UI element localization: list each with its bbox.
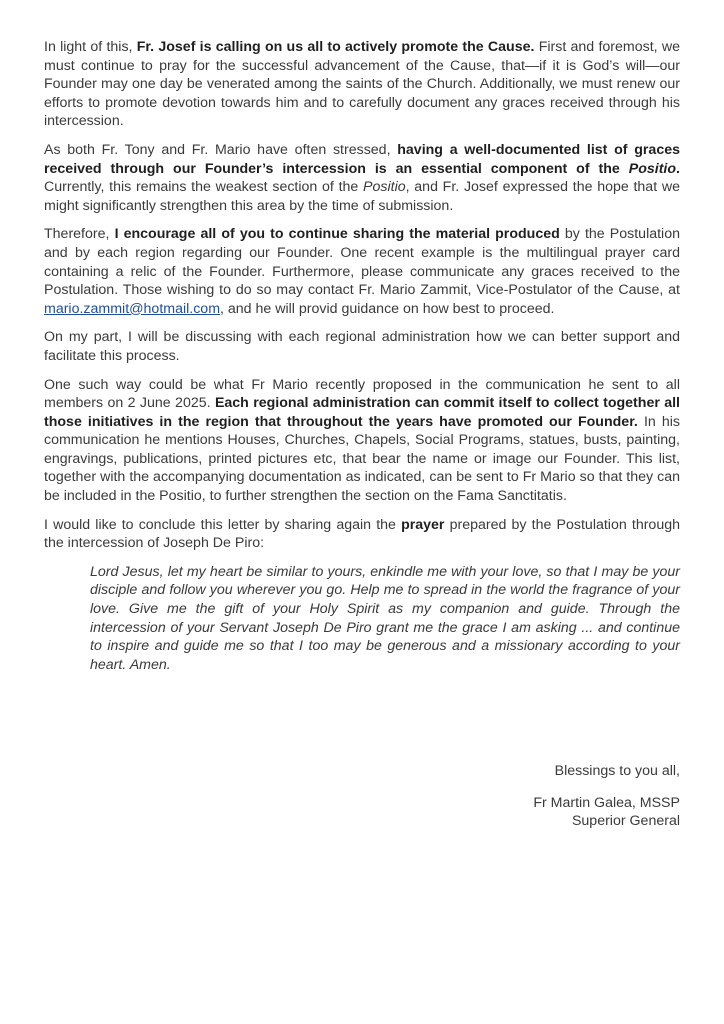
text-segment: , and he will provid guidance on how best to proceed. [220,300,555,317]
text-segment: , and Fr. Josef expressed the hope that we might significantly strengthen this area by the time of submission. [44,179,681,214]
signatory-name: Fr Martin Galea, MSSP [533,794,680,811]
letter-body [44,38,680,674]
paragraph-list [44,38,680,553]
letter-closing [533,762,680,831]
body-paragraph [44,141,680,215]
body-paragraph [44,225,680,318]
bold-text: I encourage all of you to continue sharing the material produced [114,226,560,243]
bold-text: . [676,160,680,177]
prayer-text: Lord Jesus, let my heart be similar to yours, enkindle me with your love, so that I may be your disciple and follow you wherever you go. Help me to spread in the world the fragrance of your love. Give me the gift of your Holy Spirit as my companion and guide. Through the intercession of your Servant Joseph De Piro grant me the grace I am asking ... and continue to inspire and guide me so that I too may be generous and a missionary according to your heart. Amen. [90,563,680,673]
signatory-title: Superior General [571,813,680,830]
text-segment: Currently, this remains the weakest section of the [44,179,364,196]
body-paragraph [44,516,680,553]
italic-text: Positio [363,179,406,196]
text-segment: I would like to conclude this letter by sharing again the [44,516,402,533]
text-segment: In light of this, [44,39,137,55]
emphasis-text: Positio [628,160,677,177]
email-link[interactable]: mario.zammit@hotmail.com [44,300,221,317]
body-paragraph [44,376,680,506]
text-segment: Therefore, [44,226,115,243]
text-segment: prepared by the Postulation through the intercession of Joseph De Piro: [44,516,680,552]
body-paragraph [44,38,680,131]
bold-text: having a well-documented list of graces received through our Founder’s intercession is an essential component of the [44,141,680,177]
text-segment: On my part, I will be discussing with each regional administration how we can better support and facilitate this process. [44,329,680,364]
bold-text: prayer [401,516,445,533]
bold-text: Each regional administration can commit itself to collect together all those initiatives in the region that throughout the years have promoted our Founder. [44,395,680,430]
text-segment: by the Postulation and by each region regarding our Founder. One recent example is the multilingual prayer card containing a relic of the Founder. Furthermore, please communicate any graces received to the Postulation. Those wishing to do so may contact Fr. Mario Zammit, Vice-Postulator of the Cause, at [44,226,680,299]
text-segment: As both Fr. Tony and Fr. Mario have often stressed, [44,141,398,158]
bold-text: Fr. Josef is calling on us all to actively promote the Cause. [136,39,535,55]
text-segment: First and foremost, we must continue to pray for the successful advancement of the Cause, that—if it is God’s will—our Founder may one day be venerated among the saints of the Church. Additionally, we must renew our efforts to promote devotion towards him and to carefully document any graces received through his intercession. [44,39,680,130]
bold-italic-text [629,161,676,177]
text-segment: In his communication he mentions Houses, Churches, Chapels, Social Programs, statues, busts, painting, engravings, publications, printed pictures etc, that bear the name or image our Founder. This list, together with the accompanying documentation as indicated, can be sent to Fr Mario so that they can be included in the Positio, to further strengthen the section on the Fama Sanctitatis. [44,413,680,505]
text-segment: One such way could be what Fr Mario recently proposed in the communication he sent to all members on 2 June 2025. [44,376,680,412]
closing-blessing: Blessings to you all, [554,763,680,779]
body-paragraph [44,328,680,365]
